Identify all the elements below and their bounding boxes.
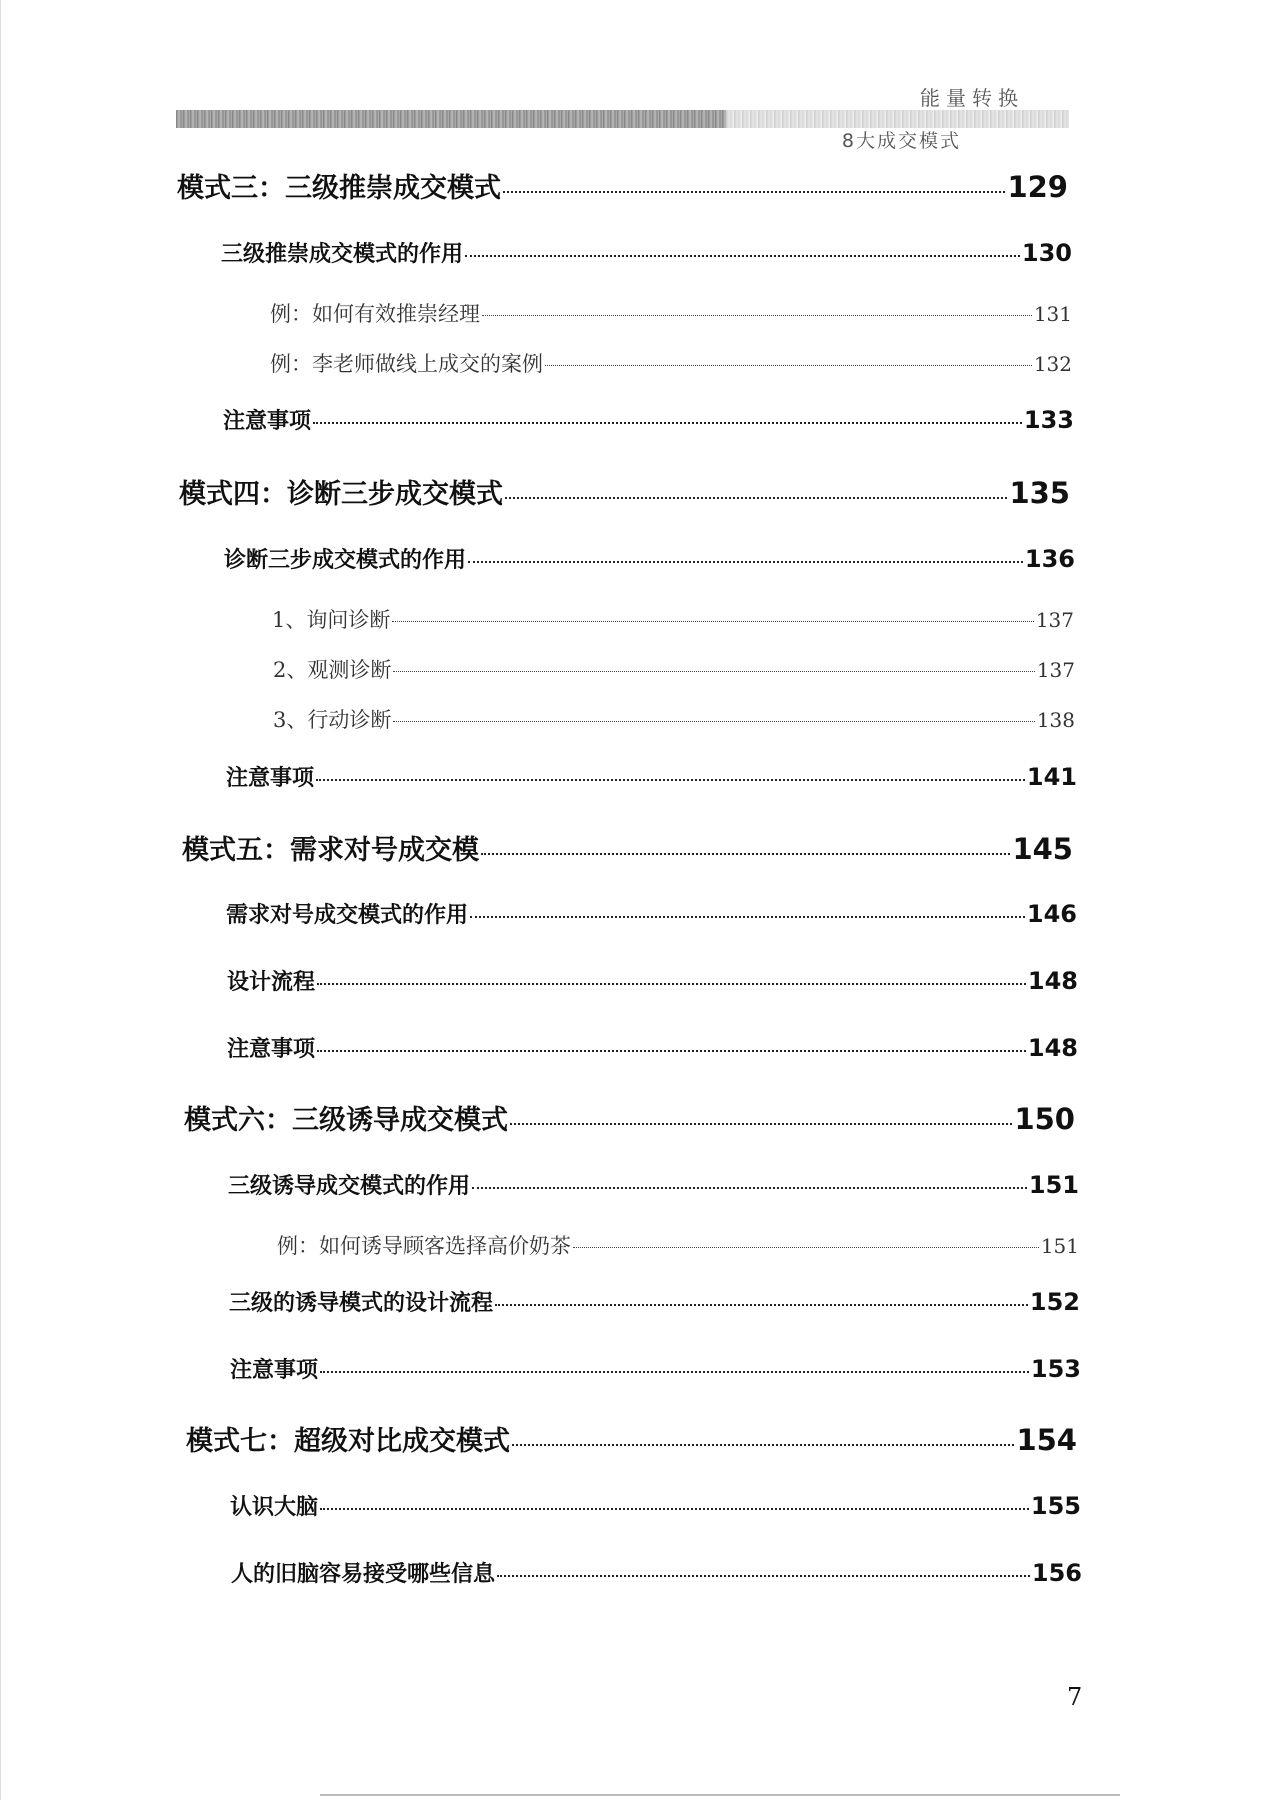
toc-entry-title: 模式四：诊断三步成交模式 — [179, 479, 503, 510]
toc-entry[interactable] — [177, 166, 1068, 205]
toc-entry-page: 131 — [1033, 302, 1072, 326]
toc-entry-title: 注意事项 — [226, 766, 315, 791]
toc-entry-title: 例：如何诱导顾客选择高价奶茶 — [277, 1234, 571, 1258]
toc-entry-page: 136 — [1024, 545, 1075, 573]
toc-entry[interactable] — [270, 298, 1072, 328]
dot-leader — [482, 315, 1032, 316]
page-number: 7 — [1067, 1683, 1083, 1711]
toc-entry-title: 人的旧脑容易接受哪些信息 — [231, 1562, 496, 1587]
dot-leader — [392, 621, 1033, 622]
dot-leader — [497, 1575, 1030, 1577]
toc-entry[interactable] — [272, 604, 1074, 634]
toc-entry[interactable] — [224, 543, 1075, 574]
toc-entry[interactable] — [277, 1230, 1079, 1260]
scan-edge — [0, 0, 1, 1800]
toc-entry-page: 133 — [1023, 406, 1074, 434]
dot-leader — [470, 916, 1025, 918]
dot-leader — [317, 983, 1026, 985]
dot-leader — [545, 365, 1032, 366]
toc-entry-page: 137 — [1035, 608, 1074, 632]
running-header-subtitle: 8大成交模式 — [841, 130, 961, 152]
dot-leader — [468, 561, 1023, 563]
toc-entry-title: 注意事项 — [230, 1358, 319, 1383]
dot-leader — [510, 1123, 1012, 1125]
dot-leader — [317, 1050, 1026, 1052]
toc-entry[interactable] — [184, 1098, 1075, 1137]
toc-entry-title: 认识大脑 — [230, 1495, 319, 1520]
toc-entry[interactable] — [228, 1169, 1079, 1200]
toc-entry-page: 138 — [1036, 708, 1075, 732]
dot-leader — [472, 1187, 1027, 1189]
running-header-title: 能量转换 — [920, 86, 1024, 110]
toc-entry-title: 1、询问诊断 — [272, 608, 391, 632]
toc-entry[interactable] — [221, 237, 1072, 268]
dot-leader — [495, 1304, 1028, 1306]
toc-entry-title: 3、行动诊断 — [273, 708, 392, 732]
toc-entry-page: 151 — [1028, 1171, 1079, 1199]
toc-entry[interactable] — [227, 965, 1078, 996]
toc-entry-page: 132 — [1033, 352, 1072, 376]
toc-entry-title: 注意事项 — [227, 1037, 316, 1062]
dot-leader — [512, 1444, 1014, 1446]
toc-entry[interactable] — [270, 348, 1072, 378]
toc-entry[interactable] — [226, 898, 1077, 929]
toc-entry-page: 154 — [1016, 1423, 1077, 1457]
toc-entry-title: 注意事项 — [223, 409, 312, 434]
toc-entry[interactable] — [231, 1557, 1082, 1588]
toc-entry[interactable] — [226, 761, 1077, 792]
toc-entry[interactable] — [186, 1419, 1077, 1458]
dot-leader — [316, 779, 1025, 781]
dot-leader — [503, 191, 1005, 193]
toc-entry[interactable] — [273, 704, 1075, 734]
toc-entry-title: 2、观测诊断 — [273, 658, 392, 682]
toc-entry-page: 148 — [1027, 1034, 1078, 1062]
toc-entry-page: 137 — [1036, 658, 1075, 682]
toc-entry-title: 模式六：三级诱导成交模式 — [184, 1105, 508, 1136]
dot-leader — [481, 853, 1010, 855]
toc-entry[interactable] — [273, 654, 1075, 684]
toc-entry[interactable] — [229, 1286, 1080, 1317]
toc-entry-page: 146 — [1026, 900, 1077, 928]
toc-entry-page: 141 — [1026, 763, 1077, 791]
toc-entry-title: 模式七：超级对比成交模式 — [186, 1426, 510, 1457]
toc-entry-page: 130 — [1021, 239, 1072, 267]
toc-entry-title: 三级的诱导模式的设计流程 — [229, 1291, 494, 1316]
scan-bottom-rule — [320, 1794, 1120, 1796]
dot-leader — [505, 497, 1007, 499]
toc-entry[interactable] — [223, 404, 1074, 435]
toc-entry[interactable] — [227, 1032, 1078, 1063]
toc-entry-title: 诊断三步成交模式的作用 — [224, 548, 467, 573]
dot-leader — [573, 1247, 1039, 1248]
toc-entry-page: 153 — [1030, 1355, 1081, 1383]
toc-entry-page: 145 — [1012, 832, 1073, 866]
toc-entry[interactable] — [230, 1490, 1081, 1521]
toc-entry-page: 156 — [1031, 1559, 1082, 1587]
toc-entry[interactable] — [182, 828, 1073, 867]
toc-entry-page: 148 — [1027, 967, 1078, 995]
toc-entry[interactable] — [230, 1353, 1081, 1384]
toc-entry-page: 152 — [1029, 1288, 1080, 1316]
toc-entry-title: 模式五：需求对号成交模 — [182, 835, 479, 866]
toc-entry-title: 设计流程 — [227, 970, 316, 995]
toc-entry-title: 需求对号成交模式的作用 — [226, 903, 469, 928]
toc-entry-title: 三级诱导成交模式的作用 — [228, 1174, 471, 1199]
toc-entry-title: 例：李老师做线上成交的案例 — [270, 352, 543, 376]
toc-entry-page: 135 — [1009, 476, 1070, 510]
dot-leader — [393, 721, 1034, 722]
dot-leader — [320, 1371, 1029, 1373]
dot-leader — [465, 255, 1020, 257]
toc-entry[interactable] — [179, 472, 1070, 511]
dot-leader — [320, 1508, 1029, 1510]
dot-leader — [313, 422, 1022, 424]
toc-entry-page: 129 — [1007, 170, 1068, 204]
toc-entry-title: 模式三：三级推崇成交模式 — [177, 173, 501, 204]
toc-entry-title: 三级推崇成交模式的作用 — [221, 242, 464, 267]
toc-entry-page: 150 — [1014, 1102, 1075, 1136]
toc-entry-page: 155 — [1030, 1492, 1081, 1520]
toc-entry-title: 例：如何有效推崇经理 — [270, 302, 480, 326]
toc-entry-page: 151 — [1040, 1234, 1079, 1258]
dot-leader — [393, 671, 1034, 672]
